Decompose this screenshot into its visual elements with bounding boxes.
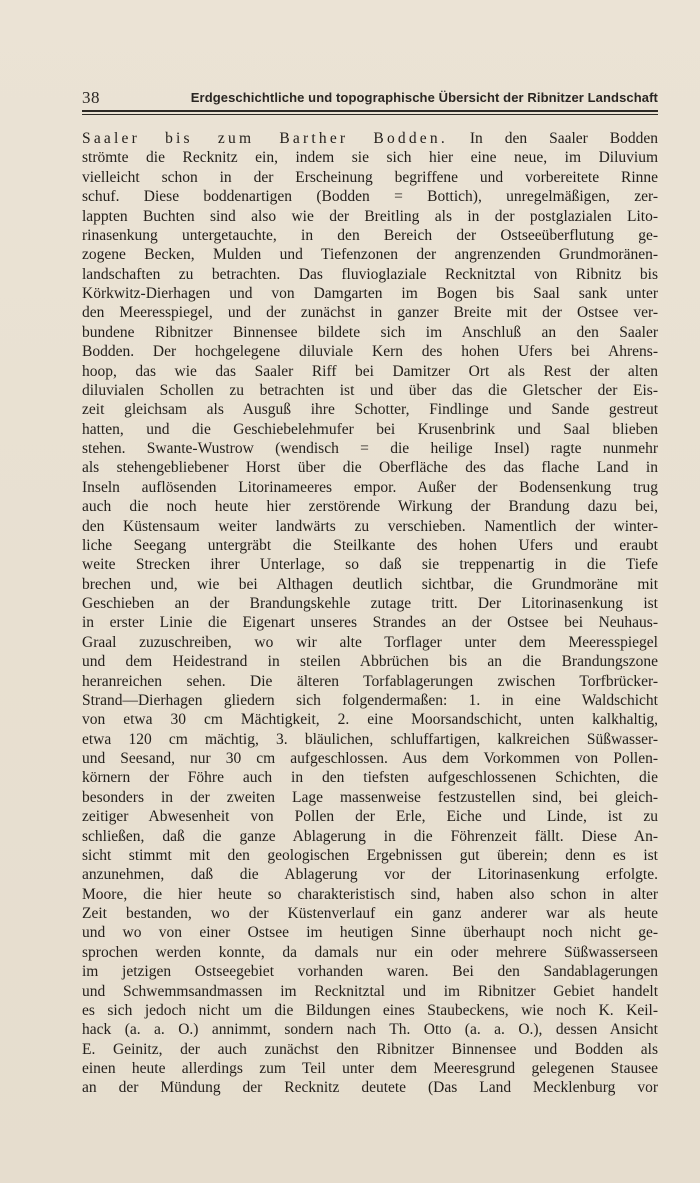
text-line: Strand—Dierhagen gliedern sich folgendermaßen: 1. in eine Waldschicht bbox=[82, 691, 658, 709]
text-line: hatten, und die Geschiebelehmufer bei Krusenbrink und Saal blieben bbox=[82, 420, 658, 438]
text-line: Zeit bestanden, wo der Küstenverlauf ein ganz anderer war als heute bbox=[82, 905, 658, 922]
header-rule-thin bbox=[82, 114, 658, 115]
text-line: Moore, die hier heute so charakteristisch sind, haben also schon in alter bbox=[82, 885, 658, 903]
text-line: bundene Ribnitzer Binnensee bildete sich im Anschluß an den Saaler bbox=[82, 323, 658, 341]
text-line: stehen. Swante-Wustrow (wendisch = die heilige Insel) ragte nunmehr bbox=[82, 440, 658, 457]
text-line: und Schwemmsandmassen im Recknitztal und im Ribnitzer Gebiet handelt bbox=[82, 982, 658, 1000]
text-line: schuf. Diese boddenartigen (Bodden = Bottich), unregelmäßigen, zer- bbox=[82, 188, 658, 206]
text-line: und wo von einer Ostsee im heutigen Sinne überhaupt noch nicht ge- bbox=[82, 924, 658, 942]
text-line: Körkwitz-Dierhagen und von Damgarten im Bogen bis Saal sank unter bbox=[82, 285, 658, 302]
text-line: etwa 120 cm mächtig, 3. bläulichen, schluffartigen, kalkreichen Süßwasser- bbox=[82, 730, 658, 748]
text-line: und dem Heidestrand in steilen Abbrüchen bis an die Brandungszone bbox=[82, 653, 658, 671]
text-line: brechen und, wie bei Althagen deutlich sichtbar, die Grundmoräne mit bbox=[82, 575, 658, 593]
text-line: anzunehmen, daß die Ablagerung vor der Litorinasenkung erfolgte. bbox=[82, 866, 658, 884]
text-line: schließen, daß die ganze Ablagerung in die Föhrenzeit fällt. Diese An- bbox=[82, 827, 658, 845]
text-line: hoop, das wie das Saaler Riff bei Damitzer Ort als Rest der alten bbox=[82, 362, 658, 380]
text-line: Bodden. Der hochgelegene diluviale Kern des hohen Ufers bei Ahrens- bbox=[82, 343, 658, 361]
text-line: zogene Becken, Mulden und Tiefenzonen der angrenzenden Grundmoränen- bbox=[82, 246, 658, 264]
text-line: als stehengebliebener Horst über die Oberfläche des das flache Land in bbox=[82, 459, 658, 477]
text-line: Geschieben an der Brandungskehle zutage tritt. Der Litorinasenkung ist bbox=[82, 595, 658, 612]
text-line: hack (a. a. O.) annimmt, sondern nach Th. Otto (a. a. O.), dessen Ansicht bbox=[82, 1021, 658, 1039]
text-line: heranreichen sehen. Die älteren Torfablagerungen zwischen Torfbrücker- bbox=[82, 672, 658, 690]
text-line: sicht stimmt mit den geologischen Ergebnissen gut überein; denn es ist bbox=[82, 846, 658, 864]
text-line: an der Mündung der Recknitz deutete (Das Land Mecklenburg vor bbox=[82, 1079, 658, 1097]
first-line-rest: In den Saaler Bodden bbox=[447, 130, 658, 147]
text-line: E. Geinitz, der auch zunächst den Ribnitzer Binnensee und Bodden als bbox=[82, 1040, 658, 1058]
text-line: weite Strecken ihrer Unterlage, so daß sie treppenartig in die Tiefe bbox=[82, 556, 658, 574]
text-line: landschaften zu betrachten. Das fluvioglaziale Recknitztal von Ribnitz bis bbox=[82, 265, 658, 283]
text-line: rinasenkung untergetauchte, in den Bereich der Ostseeüberflutung ge- bbox=[82, 226, 658, 244]
text-line: den Meeresspiegel, und der zunächst in ganzer Breite mit der Ostsee ver- bbox=[82, 304, 658, 322]
body-text bbox=[82, 129, 658, 1098]
text-line: lappten Buchten sind also wie der Breitling als in der postglazialen Lito- bbox=[82, 207, 658, 225]
text-line: Graal zuzuschreiben, wo wir alte Torflager unter dem Meeresspiegel bbox=[82, 633, 658, 651]
text-line: einen heute allerdings zum Teil unter dem Meeresgrund gelegenen Stausee bbox=[82, 1060, 658, 1077]
text-line: sprochen werden konnte, da damals nur ein oder mehrere Süßwasserseen bbox=[82, 943, 658, 961]
text-line: den Küstensaum weiter landwärts zu verschieben. Namentlich der winter- bbox=[82, 517, 658, 535]
page-number: 38 bbox=[82, 88, 100, 107]
text-line: im jetzigen Ostseegebiet vorhanden waren. Bei den Sandablagerungen bbox=[82, 963, 658, 981]
text-line: liche Seegang untergräbt die Steilkante des hohen Ufers und eraubt bbox=[82, 536, 658, 554]
text-line: besonders in der zweiten Lage massenweise festzustellen sind, bei gleich- bbox=[82, 788, 658, 806]
text-line: von etwa 30 cm Mächtigkeit, 2. eine Moorsandschicht, unten kalkhaltig, bbox=[82, 711, 658, 729]
text-line: zeitiger Abwesenheit von Pollen der Erle, Eiche und Linde, ist zu bbox=[82, 808, 658, 826]
text-line: in erster Linie die Eigenart unseres Strandes an der Ostsee bei Neuhaus- bbox=[82, 614, 658, 632]
text-line: zeit gleichsam als Ausguß ihre Schotter, Findlinge und Sande gestreut bbox=[82, 401, 658, 419]
text-line: es sich jedoch nicht um die Bildungen eines Staubeckens, wie noch K. Keil- bbox=[82, 1001, 658, 1019]
text-line: diluvialen Schollen zu betrachten ist und über das die Gletscher der Eis- bbox=[82, 381, 658, 399]
spaced-emphasis: Saaler bis zum Barther Bodden. bbox=[82, 130, 448, 147]
running-title: Erdgeschichtliche und topographische Übersicht der Ribnitzer Landschaft bbox=[190, 90, 658, 105]
header-rule-thick bbox=[82, 110, 658, 112]
text-line: auch die noch heute hier zerstörende Wirkung der Brandung dazu bei, bbox=[82, 498, 658, 516]
text-line: vielleicht schon in der Erscheinung begriffene und vorbereitete Rinne bbox=[82, 168, 658, 186]
text-line-first bbox=[82, 129, 658, 148]
text-line: Inseln auflösenden Litorinameeres empor. Außer der Bodensenkung trug bbox=[82, 478, 658, 496]
text-line: strömte die Recknitz ein, indem sie sich hier eine neue, im Diluvium bbox=[82, 149, 658, 167]
text-line: und Seesand, nur 30 cm aufgeschlossen. Aus dem Vorkommen von Pollen- bbox=[82, 750, 658, 767]
text-line: körnern der Föhre auch in den tiefsten aufgeschlossenen Schichten, die bbox=[82, 769, 658, 787]
